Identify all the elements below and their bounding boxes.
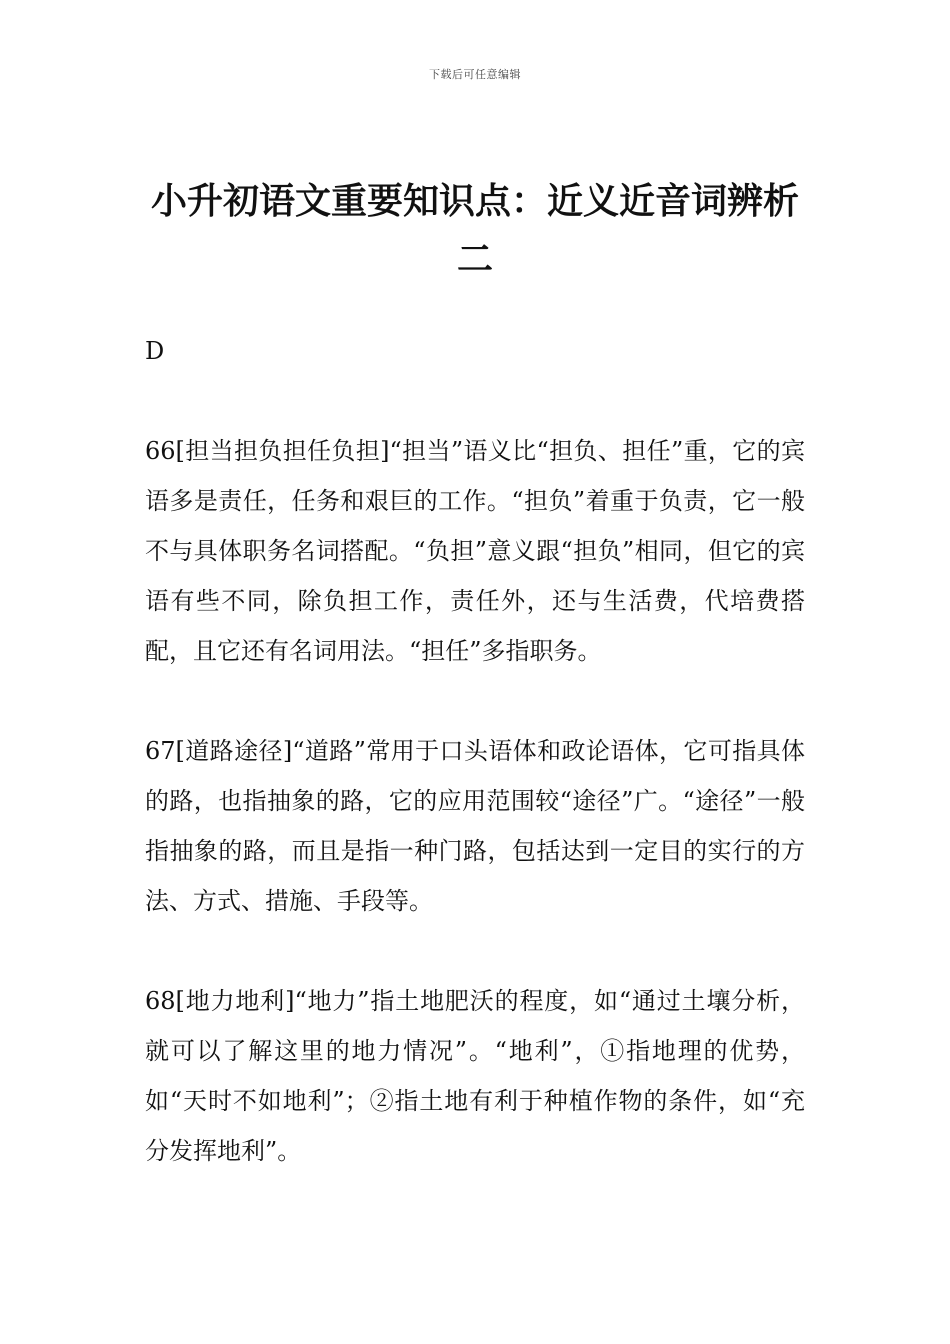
page-header: 下载后可任意编辑 [429, 68, 521, 81]
paragraph-68: 68[地力地利]“地力”指土地肥沃的程度，如“通过土壤分析，就可以了解这里的地力情况”。“地利”，①指地理的优势，如“天时不如地利”；②指土地有利于种植作物的条件，如“充分发挥地利”。 [145, 987, 805, 1165]
paragraph-67: 67[道路途径]“道路”常用于口头语体和政论语体，它可指具体的路，也指抽象的路，它的应用范围较“途径”广。“途径”一般指抽象的路，而且是指一种门路，包括达到一定目的实行的方法、方式、措施、手段等。 [145, 737, 805, 915]
document-body [145, 326, 805, 1176]
paragraph-66: 66[担当担负担任负担]“担当”语义比“担负、担任”重，它的宾语多是责任，任务和艰巨的工作。“担负”着重于负责，它一般不与具体职务名词搭配。“负担”意义跟“担负”相同，但它的宾语有些不同，除负担工作，责任外，还与生活费，代培费搭配，且它还有名词用法。“担任”多指职务。 [145, 437, 805, 665]
document-title: 小升初语文重要知识点：近义近音词辨析二 [150, 180, 799, 280]
paragraph-label-d: D [145, 337, 165, 365]
